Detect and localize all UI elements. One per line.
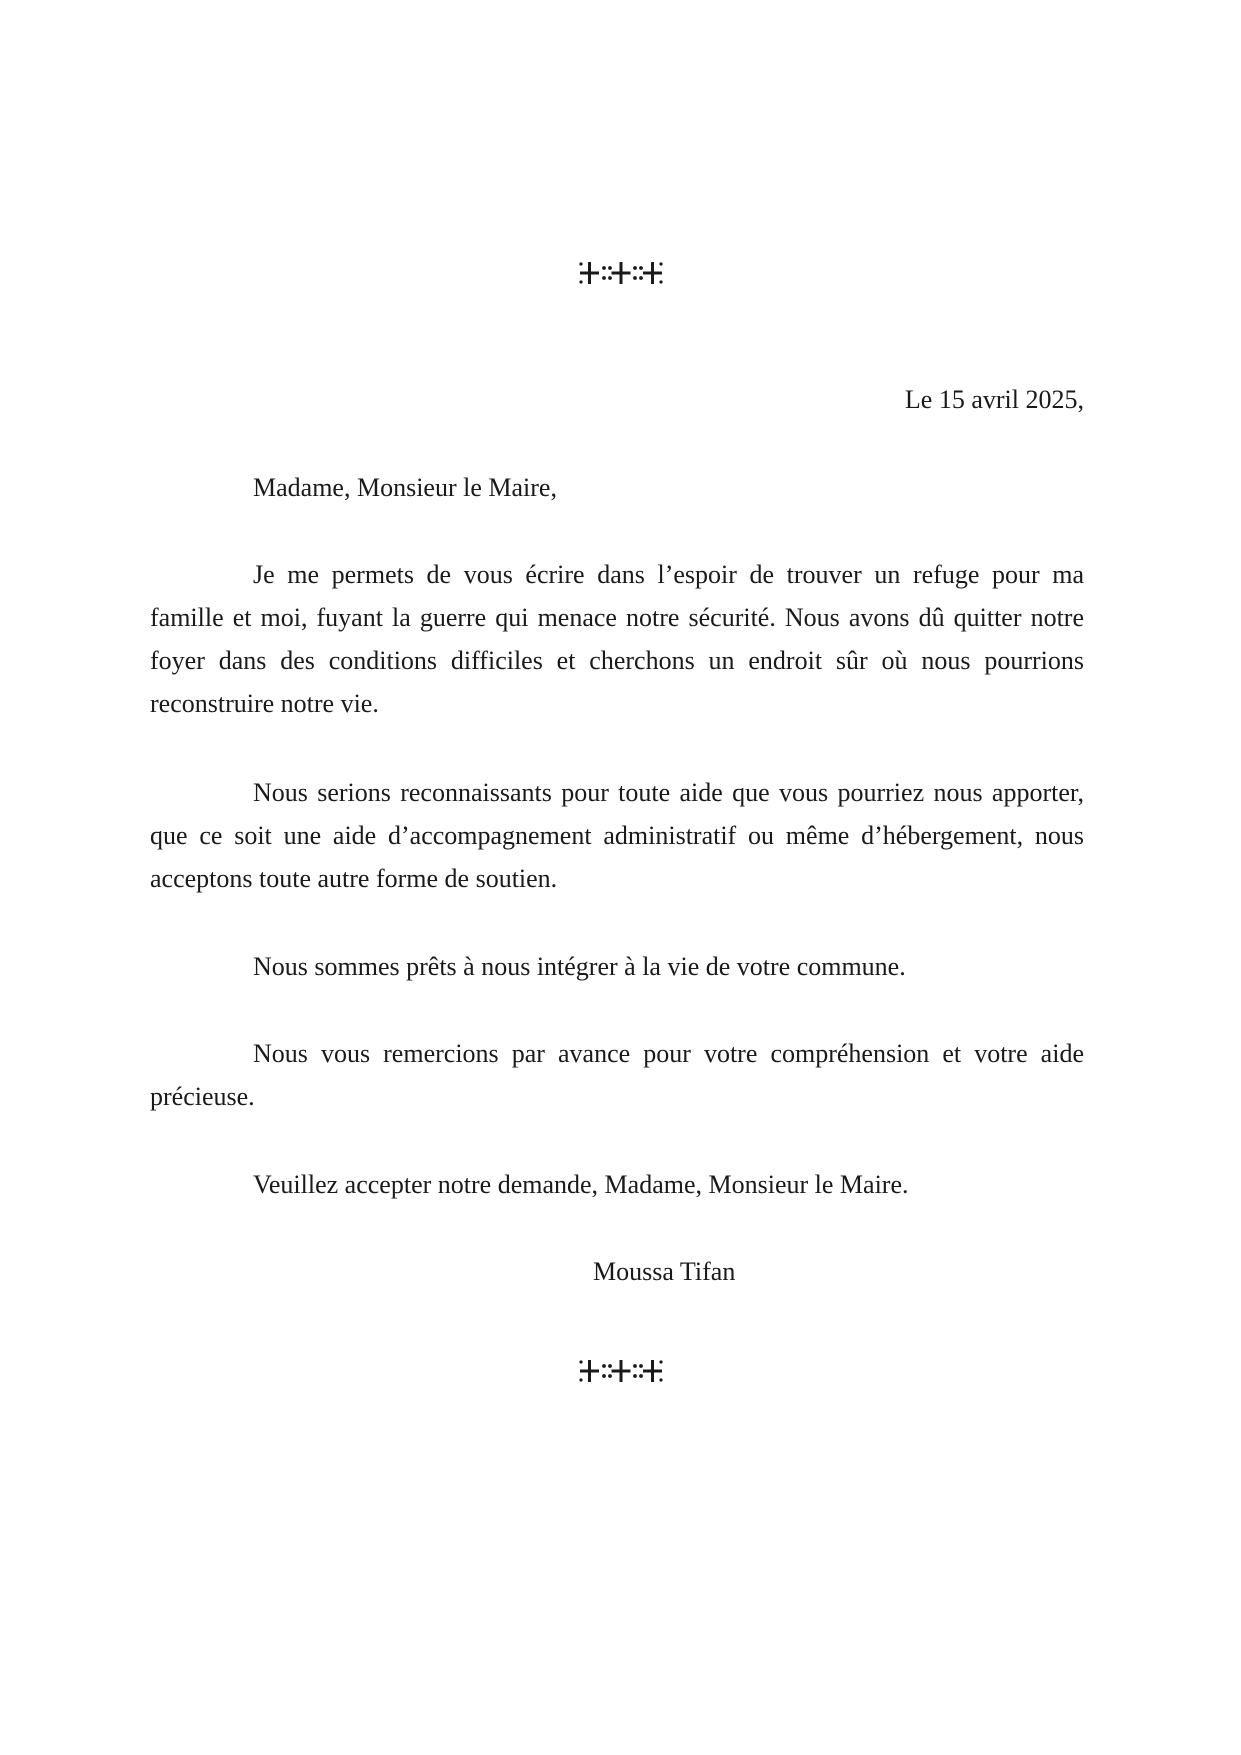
- letter-paragraph-2: Nous serions reconnaissants pour toute aide que vous pourriez nous apporter, que ce soit une aide d’accompagnement administratif ou même d’hébergement, nous acceptons toute autre forme de soutien.: [150, 778, 1084, 893]
- letter-signature: Moussa Tifan: [593, 1257, 736, 1286]
- top-ornament-icon: [579, 259, 663, 287]
- letter-salutation: Madame, Monsieur le Maire,: [253, 473, 557, 502]
- letter-paragraph-1: Je me permets de vous écrire dans l’espoir de trouver un refuge pour ma famille et moi, fuyant la guerre qui menace notre sécurité. Nous avons dû quitter notre foyer dans des conditions difficiles et cherchons un endroit sûr où nous pourrions reconstruire notre vie.: [150, 560, 1084, 718]
- letter-paragraph-3: Nous sommes prêts à nous intégrer à la vie de votre commune.: [253, 952, 906, 981]
- letter-closing: Veuillez accepter notre demande, Madame, Monsieur le Maire.: [253, 1170, 909, 1199]
- bottom-ornament-icon: [579, 1357, 663, 1385]
- letter-paragraph-4: Nous vous remercions par avance pour votre compréhension et votre aide précieuse.: [150, 1039, 1084, 1111]
- letter-date: Le 15 avril 2025,: [904, 385, 1084, 414]
